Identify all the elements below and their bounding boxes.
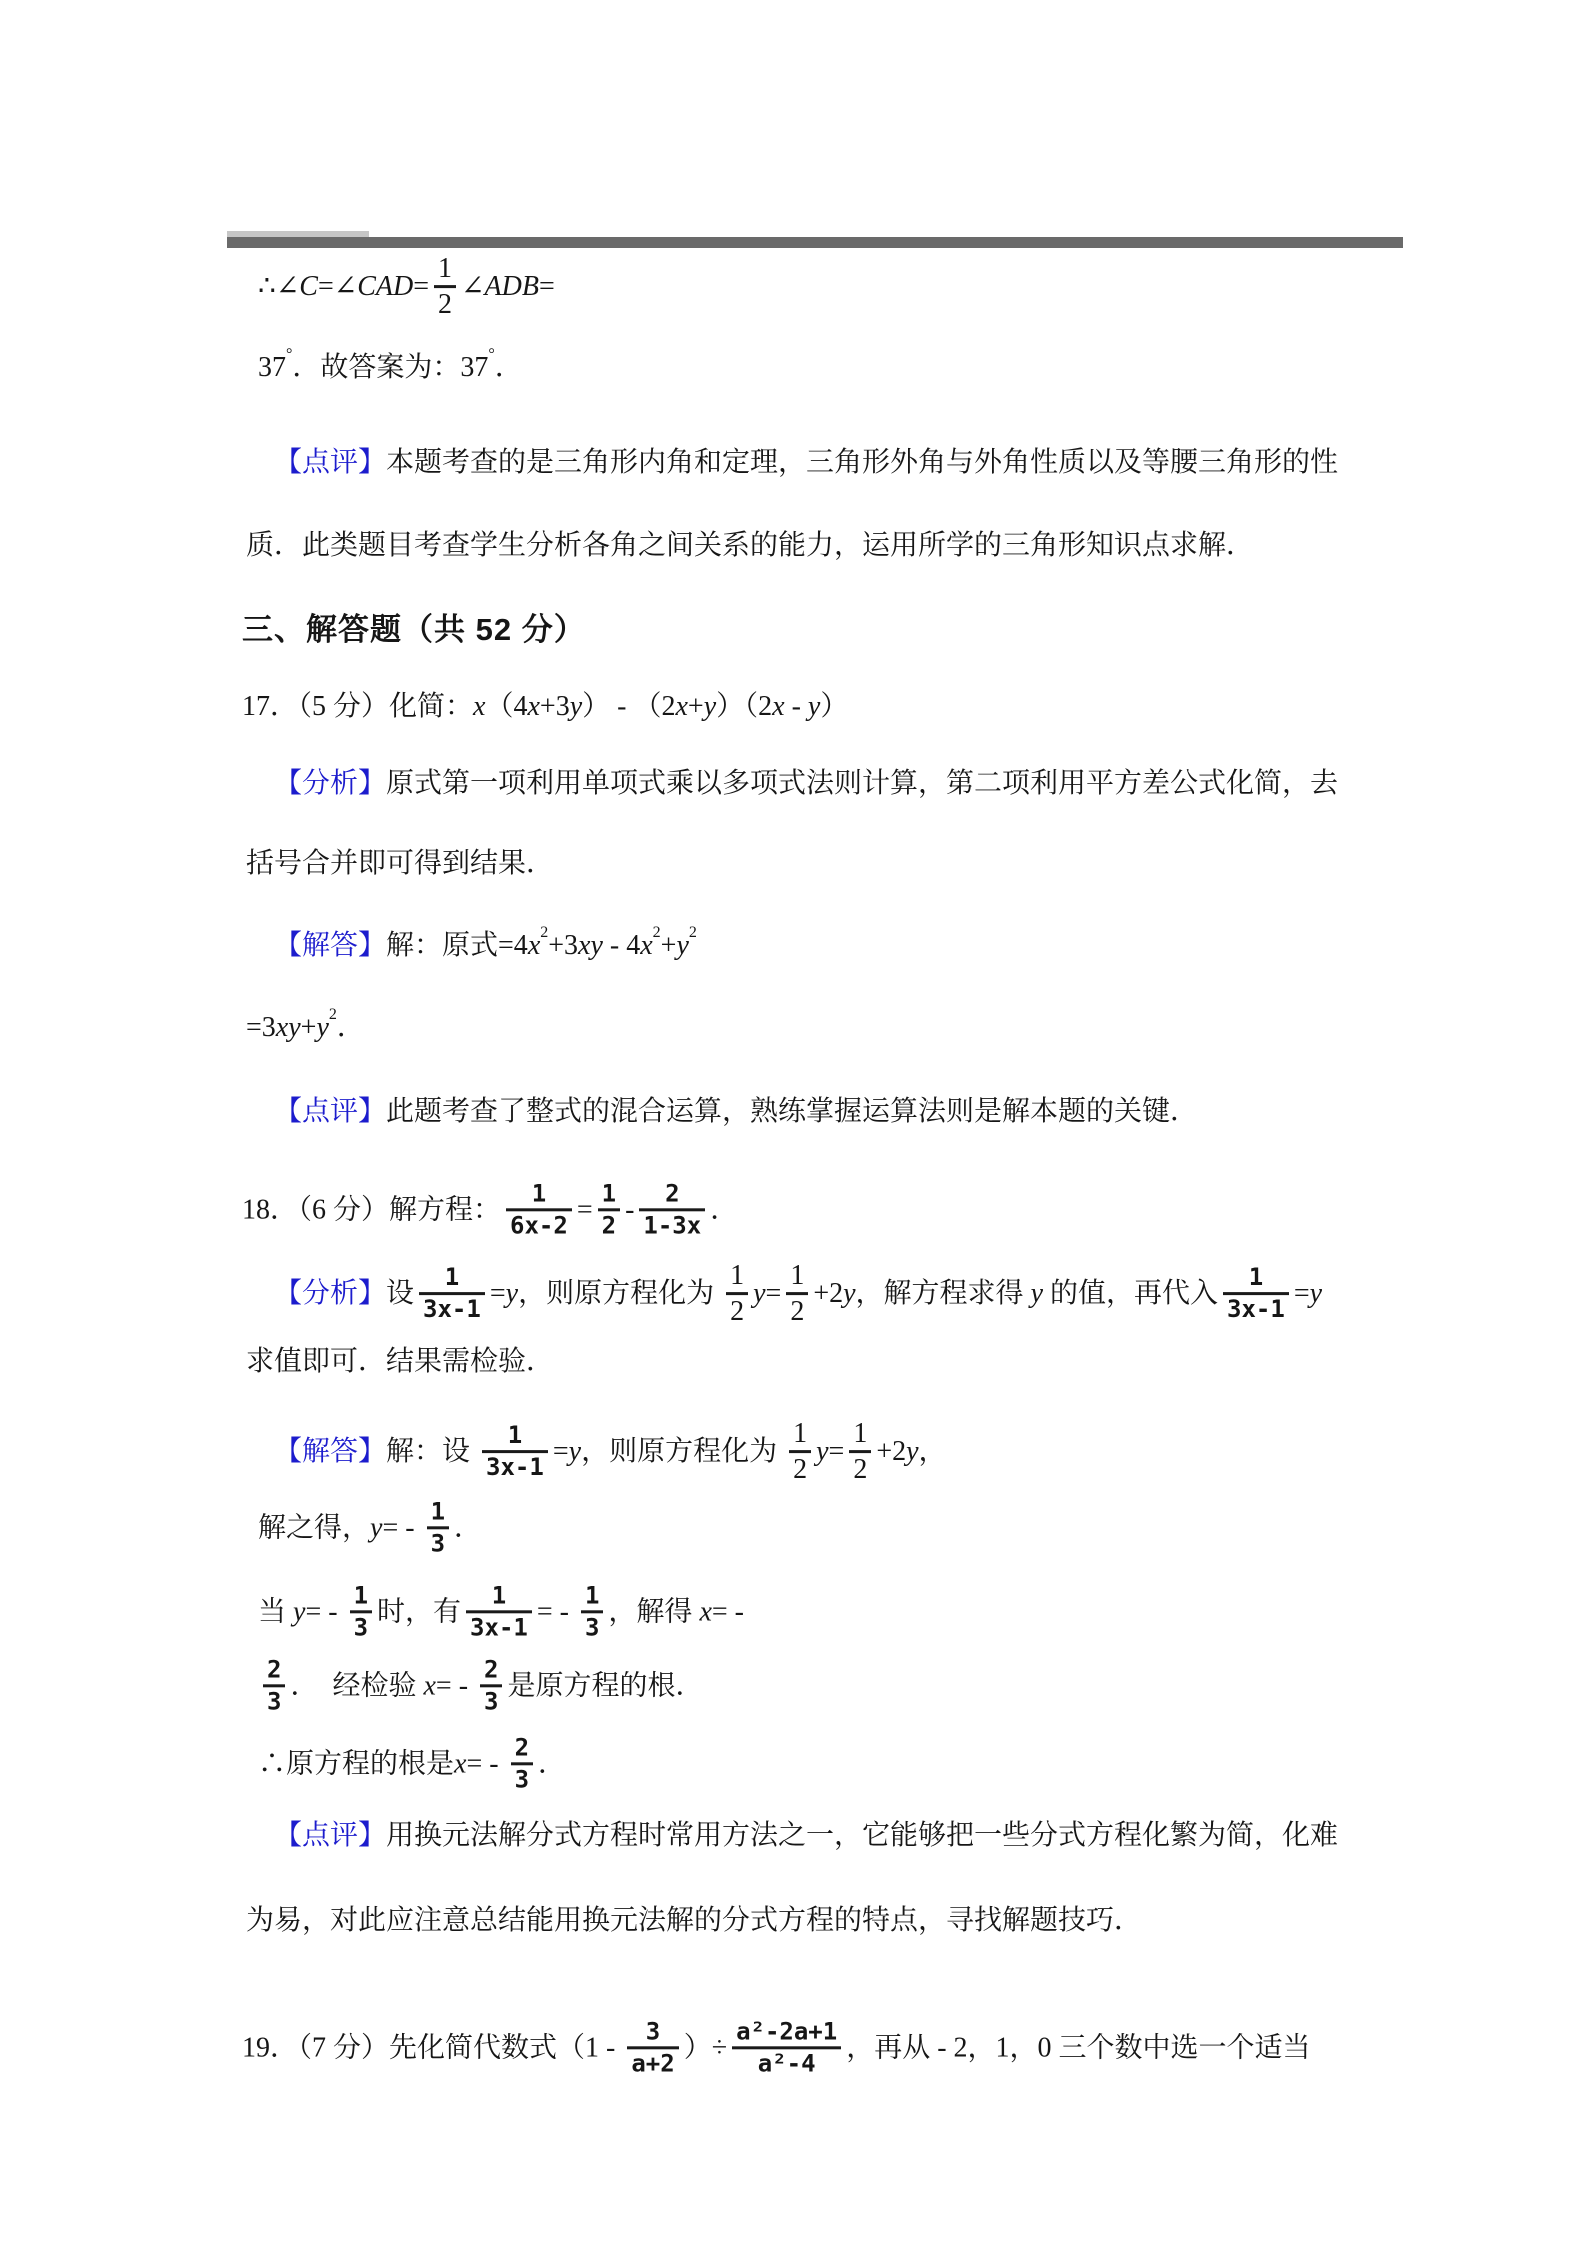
- q17-solution-line2: [246, 1006, 365, 1047]
- text-run: 本题考查的是三角形内角和定理，三角形外角与外角性质以及等腰三角形的性: [386, 447, 1339, 479]
- text-run: ∴原方程的根是: [258, 1748, 455, 1780]
- math-variable: x: [527, 691, 540, 723]
- math-variable: y: [568, 1436, 582, 1468]
- text-run: ∠: [461, 271, 485, 303]
- superscript: 2: [328, 1006, 337, 1024]
- q17-solution-line1: [274, 924, 697, 965]
- text-run: ）（2: [716, 691, 773, 723]
- text-run: 时，有: [377, 1596, 462, 1628]
- q18-analysis-line2: [246, 1343, 554, 1381]
- text-run: =: [765, 1278, 782, 1310]
- text-run: ）÷: [683, 2032, 728, 2064]
- text-run: 设: [386, 1278, 415, 1310]
- fraction: [466, 1583, 532, 1640]
- q16-comment-line1: [274, 444, 1338, 482]
- math-variable: x: [454, 1748, 467, 1780]
- text-run: =∠: [317, 271, 358, 303]
- text-run: ，解方程求得: [855, 1278, 1031, 1310]
- text-run: ．: [538, 1748, 567, 1780]
- q18-solution-line2: [258, 1499, 482, 1556]
- fraction: [427, 1499, 449, 1556]
- section-tag: 【解答】: [274, 1436, 387, 1468]
- math-variable: y: [316, 1012, 329, 1044]
- text-run: =: [489, 1278, 506, 1310]
- math-variable: y: [293, 1596, 306, 1628]
- fraction-numerator: 1: [531, 1179, 547, 1208]
- text-run: ） - （2: [582, 691, 676, 723]
- text-run: = -: [435, 1670, 476, 1702]
- math-variable: y: [906, 1436, 919, 1468]
- fraction-denominator: 2: [853, 1454, 868, 1486]
- text-run: +: [300, 1012, 317, 1044]
- text-run: +3: [539, 691, 570, 723]
- section-tag: 【点评】: [274, 447, 387, 479]
- fraction-numerator: 1: [1248, 1263, 1264, 1292]
- section-tag: 【解答】: [274, 930, 387, 962]
- text-run: +: [687, 691, 704, 723]
- text-run: = -: [382, 1512, 422, 1544]
- heading-text: 三、解答题（共 52 分）: [242, 612, 586, 648]
- q17-analysis-line2: [246, 845, 554, 883]
- section-tag: 【点评】: [274, 1820, 387, 1852]
- q18-solution-line5: [258, 1735, 566, 1792]
- fraction: [350, 1583, 372, 1640]
- fraction-denominator: 2: [601, 1211, 617, 1240]
- text-run: - 4: [602, 930, 641, 962]
- fraction-numerator: 1: [790, 1260, 805, 1292]
- math-variable: y: [807, 691, 821, 723]
- fraction: [786, 1261, 808, 1327]
- text-run: ．: [710, 1194, 739, 1226]
- text-run: ．: [454, 1512, 483, 1544]
- section-tag: 【分析】: [274, 1278, 387, 1310]
- fraction-denominator: 1-3x: [643, 1211, 702, 1240]
- fraction: [732, 2019, 841, 2076]
- fraction-numerator: 1: [601, 1179, 617, 1208]
- text-run: ．: [494, 352, 523, 384]
- continuation-formula-angle: [258, 254, 555, 320]
- fraction: [419, 1265, 485, 1322]
- math-variable: y: [569, 691, 583, 723]
- text-run: +2: [813, 1278, 844, 1310]
- text-run: -: [625, 1194, 635, 1226]
- text-run: 19．（7 分）先化简代数式（1 -: [242, 2032, 623, 2064]
- text-run: =3: [246, 1012, 276, 1044]
- math-variable: y: [1309, 1278, 1323, 1310]
- fraction: [482, 1423, 548, 1480]
- fraction: [581, 1583, 603, 1640]
- fraction-numerator: 1: [438, 253, 453, 285]
- text-run: ．: [336, 1012, 365, 1044]
- q18-analysis-line1: [274, 1261, 1322, 1327]
- fraction: [511, 1735, 533, 1792]
- fraction-numerator: 1: [853, 1418, 868, 1450]
- q16-comment-line2: [246, 527, 1254, 565]
- fraction-numerator: 3: [645, 2017, 661, 2046]
- math-variable: ADB: [484, 271, 539, 303]
- text-run: 用换元法解分式方程时常用方法之一，它能够把一些分式方程化繁为简，化难: [386, 1820, 1339, 1852]
- answer-37-line: [258, 346, 523, 387]
- fraction-numerator: 1: [353, 1581, 369, 1610]
- math-variable: x: [699, 1596, 712, 1628]
- fraction-numerator: 2: [665, 1179, 680, 1208]
- fraction-numerator: 2: [514, 1733, 530, 1762]
- text-run: =: [552, 1436, 569, 1468]
- fraction-denominator: a+2: [631, 2049, 675, 2078]
- fraction-denominator: 3: [484, 1687, 499, 1716]
- fraction-numerator: 1: [491, 1581, 507, 1610]
- text-run: 17．（5 分）化简：: [242, 691, 474, 723]
- q18-solution-line4: [258, 1657, 704, 1714]
- fraction-numerator: 1: [584, 1581, 600, 1610]
- text-run: ． 经检验: [290, 1670, 424, 1702]
- fraction-numerator: 1: [444, 1263, 460, 1292]
- text-run: = -: [466, 1748, 506, 1780]
- text-run: 解：设: [386, 1436, 478, 1468]
- fraction-denominator: 3x-1: [1227, 1295, 1285, 1324]
- fraction: [849, 1419, 871, 1485]
- fraction-denominator: 2: [793, 1454, 808, 1486]
- text-run: =: [1293, 1278, 1310, 1310]
- math-variable: C: [299, 271, 318, 303]
- fraction-denominator: 3: [584, 1613, 600, 1642]
- superscript: 2: [540, 924, 549, 942]
- text-run: =: [828, 1436, 845, 1468]
- fraction-denominator: 6x-2: [510, 1211, 568, 1240]
- text-run: ∴∠: [258, 271, 300, 303]
- q18-comment-line2: [246, 1902, 1142, 1940]
- fraction: [1223, 1265, 1289, 1322]
- text-run: = -: [536, 1596, 576, 1628]
- math-variable: x: [473, 691, 486, 723]
- fraction-denominator: 3x-1: [470, 1613, 528, 1642]
- fraction: [480, 1657, 502, 1714]
- fraction-denominator: 3x-1: [423, 1295, 481, 1324]
- superscript: °: [488, 346, 495, 364]
- fraction-numerator: 2: [484, 1655, 499, 1684]
- math-variable: y: [676, 930, 689, 962]
- math-variable: x: [772, 691, 785, 723]
- fraction: [263, 1657, 285, 1714]
- text-run: 当: [258, 1596, 294, 1628]
- fraction-numerator: 1: [430, 1497, 446, 1526]
- text-run: 37: [258, 352, 286, 384]
- q18-solution-line3: [258, 1583, 751, 1640]
- text-run: =: [538, 271, 555, 303]
- section-tag: 【分析】: [274, 768, 387, 800]
- fraction-numerator: 2: [267, 1655, 282, 1684]
- math-variable: xy: [275, 1012, 301, 1044]
- superscript: 2: [652, 924, 661, 942]
- text-run: +2: [876, 1436, 907, 1468]
- math-variable: y: [703, 691, 717, 723]
- fraction-denominator: 3: [267, 1687, 282, 1716]
- text-run: 解：原式=4: [386, 930, 528, 962]
- fraction: [434, 254, 456, 320]
- page-divider-bar: [227, 237, 1403, 248]
- math-variable: CAD: [357, 271, 414, 303]
- q17-title: [242, 688, 848, 726]
- text-run: ，: [918, 1436, 947, 1468]
- fraction: [627, 2019, 678, 2076]
- math-variable: y: [753, 1278, 766, 1310]
- text-run: 此题考查了整式的混合运算，熟练掌握运算法则是解本题的关键．: [386, 1096, 1199, 1128]
- text-run: +: [660, 930, 677, 962]
- text-run: =: [413, 271, 430, 303]
- math-variable: y: [370, 1512, 383, 1544]
- fraction-denominator: 2: [438, 289, 453, 321]
- superscript: °: [286, 346, 293, 364]
- text-run: 18．（6 分）解方程：: [242, 1194, 502, 1226]
- fraction: [598, 1181, 620, 1238]
- fraction: [506, 1181, 572, 1238]
- fraction-numerator: 1: [730, 1260, 745, 1292]
- text-run: +3: [548, 930, 579, 962]
- math-variable: x: [527, 930, 541, 962]
- text-run: ，再从 - 2，1，0 三个数中选一个适当: [846, 2032, 1311, 2064]
- text-run: ，则原方程化为: [581, 1436, 785, 1468]
- math-variable: x: [675, 691, 688, 723]
- math-variable: xy: [578, 930, 603, 962]
- fraction-denominator: 2: [790, 1296, 805, 1328]
- fraction-denominator: 3x-1: [486, 1453, 544, 1482]
- q17-comment: [274, 1093, 1198, 1131]
- fraction-numerator: 1: [507, 1421, 523, 1450]
- math-variable: y: [1030, 1278, 1043, 1310]
- q18-title: [242, 1181, 738, 1238]
- q18-solution-line1: [274, 1419, 947, 1485]
- text-run: ．故答案为：37: [292, 352, 489, 384]
- math-variable: x: [640, 930, 653, 962]
- text-run: 求值即可．结果需检验．: [246, 1346, 555, 1378]
- text-run: 的值，再代入: [1043, 1278, 1219, 1310]
- fraction: [639, 1181, 705, 1238]
- math-variable: x: [423, 1670, 436, 1702]
- fraction: [789, 1419, 811, 1485]
- text-run: ）: [820, 691, 849, 723]
- text-run: 括号合并即可得到结果．: [246, 848, 555, 880]
- text-run: = -: [305, 1596, 345, 1628]
- fraction-numerator: 1: [793, 1418, 808, 1450]
- q18-comment-line1: [274, 1817, 1338, 1855]
- text-run: -: [784, 691, 808, 723]
- text-run: ，则原方程化为: [518, 1278, 722, 1310]
- section-heading: [242, 609, 586, 651]
- q17-analysis-line1: [274, 765, 1338, 803]
- fraction-denominator: 3: [353, 1613, 369, 1642]
- fraction-denominator: 3: [514, 1765, 530, 1794]
- math-variable: y: [816, 1436, 829, 1468]
- text-run: = -: [711, 1596, 751, 1628]
- text-run: 是原方程的根．: [507, 1670, 704, 1702]
- fraction: [726, 1261, 748, 1327]
- text-run: 质．此类题目考查学生分析各角之间关系的能力，运用所学的三角形知识点求解．: [246, 530, 1255, 562]
- q19-title: [242, 2019, 1311, 2076]
- text-run: 原式第一项利用单项式乘以多项式法则计算，第二项利用平方差公式化简，去: [386, 768, 1339, 800]
- section-tag: 【点评】: [274, 1096, 387, 1128]
- superscript: 2: [688, 924, 697, 942]
- fraction-denominator: 2: [730, 1296, 745, 1328]
- math-variable: y: [505, 1278, 519, 1310]
- fraction-denominator: a²-4: [757, 2049, 816, 2078]
- text-run: 解之得，: [258, 1512, 371, 1544]
- text-run: =: [576, 1194, 593, 1226]
- text-run: ，解得: [608, 1596, 700, 1628]
- text-run: （4: [485, 691, 528, 723]
- fraction-denominator: 3: [430, 1529, 446, 1558]
- text-run: 为易，对此应注意总结能用换元法解的分式方程的特点，寻找解题技巧．: [246, 1905, 1143, 1937]
- fraction-numerator: a²-2a+1: [736, 2017, 838, 2046]
- math-variable: y: [843, 1278, 856, 1310]
